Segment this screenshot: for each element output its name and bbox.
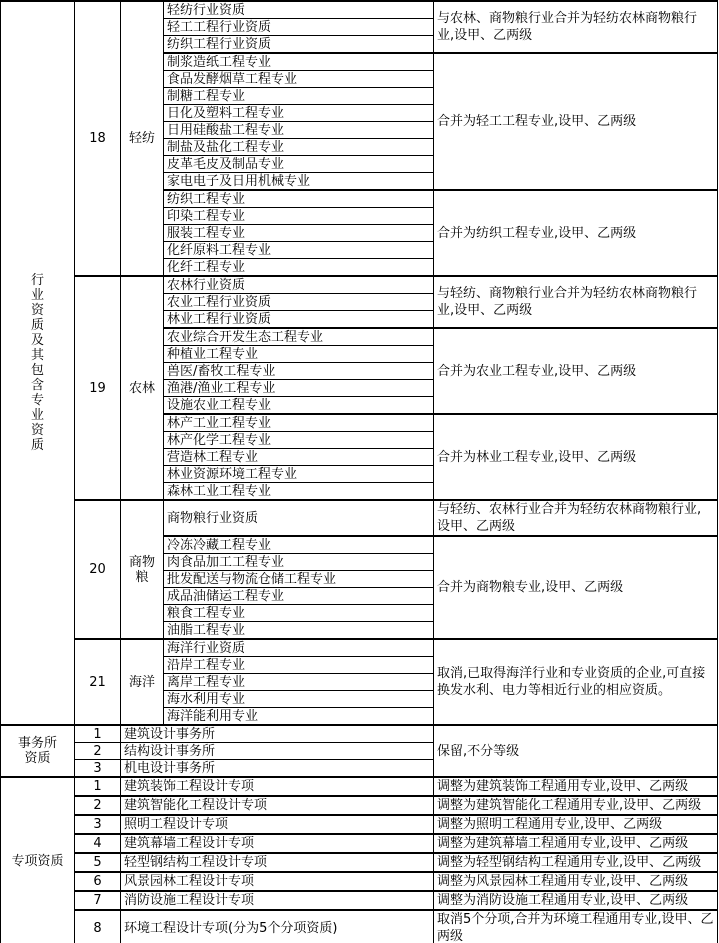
row-number-cell: 5 xyxy=(75,853,121,872)
note-cell: 取消5个分项,合并为环境工程通用专业,设甲、乙两级 xyxy=(434,910,718,943)
item-cell: 农业综合开发生态工程专业 xyxy=(164,328,434,346)
item-cell: 海水利用专业 xyxy=(164,691,434,708)
row-number-cell: 2 xyxy=(75,796,121,815)
item-cell: 渔港/渔业工程专业 xyxy=(164,380,434,397)
item-cell: 皮革毛皮及制品专业 xyxy=(164,156,434,173)
item-cell: 批发配送与物流仓储工程专业 xyxy=(164,571,434,588)
note-cell: 合并为轻工工程专业,设甲、乙两级 xyxy=(434,53,718,190)
note-cell: 与轻纺、农林行业合并为轻纺农林商物粮行业,设甲、乙两级 xyxy=(434,500,718,536)
item-cell: 纺织工程专业 xyxy=(164,190,434,208)
note-cell: 调整为消防设施工程通用专业,设甲、乙两级 xyxy=(434,891,718,910)
item-cell: 建筑智能化工程设计专项 xyxy=(121,796,434,815)
row-number-cell: 4 xyxy=(75,834,121,853)
item-cell: 兽医/畜牧工程专业 xyxy=(164,363,434,380)
item-cell: 结构设计事务所 xyxy=(121,743,434,760)
note-cell: 合并为林业工程专业,设甲、乙两级 xyxy=(434,414,718,500)
row-number-cell: 8 xyxy=(75,910,121,943)
row-number-cell: 1 xyxy=(75,777,121,796)
item-cell: 机电设计事务所 xyxy=(121,760,434,778)
item-cell: 纺织工程行业资质 xyxy=(164,36,434,54)
row-number-cell: 18 xyxy=(75,1,121,276)
item-cell: 肉食品加工工程专业 xyxy=(164,554,434,571)
item-cell: 油脂工程专业 xyxy=(164,622,434,640)
category-cell: 海洋 xyxy=(121,639,164,725)
row-number-cell: 3 xyxy=(75,815,121,834)
item-cell: 制浆造纸工程专业 xyxy=(164,53,434,71)
item-cell: 林产工业工程专业 xyxy=(164,414,434,432)
item-cell: 化纤工程专业 xyxy=(164,259,434,277)
item-cell: 森林工业工程专业 xyxy=(164,483,434,501)
item-cell: 环境工程设计专项(分为5个分项资质) xyxy=(121,910,434,943)
item-cell: 成品油储运工程专业 xyxy=(164,588,434,605)
item-cell: 粮食工程专业 xyxy=(164,605,434,622)
note-cell: 合并为商物粮专业,设甲、乙两级 xyxy=(434,536,718,639)
row-number-cell: 2 xyxy=(75,743,121,760)
row-number-cell: 6 xyxy=(75,872,121,891)
item-cell: 林产化学工程专业 xyxy=(164,432,434,449)
item-cell: 日用硅酸盐工程专业 xyxy=(164,122,434,139)
item-cell: 建筑设计事务所 xyxy=(121,725,434,743)
note-cell: 合并为农业工程专业,设甲、乙两级 xyxy=(434,328,718,414)
note-cell: 与农林、商物粮行业合并为轻纺农林商物粮行业,设甲、乙两级 xyxy=(434,1,718,53)
note-cell: 调整为轻型钢结构工程通用专业,设甲、乙两级 xyxy=(434,853,718,872)
note-cell: 调整为照明工程通用专业,设甲、乙两级 xyxy=(434,815,718,834)
item-cell: 营造林工程专业 xyxy=(164,449,434,466)
item-cell: 种植业工程专业 xyxy=(164,346,434,363)
item-cell: 建筑装饰工程设计专项 xyxy=(121,777,434,796)
row-number-cell: 1 xyxy=(75,725,121,743)
item-cell: 服装工程专业 xyxy=(164,225,434,242)
category-cell: 轻纺 xyxy=(121,1,164,276)
group-cell: 事务所 资质 xyxy=(1,725,75,777)
item-cell: 照明工程设计专项 xyxy=(121,815,434,834)
item-cell: 沿岸工程专业 xyxy=(164,657,434,674)
item-cell: 海洋行业资质 xyxy=(164,639,434,657)
note-cell: 调整为建筑智能化工程通用专业,设甲、乙两级 xyxy=(434,796,718,815)
item-cell: 制糖工程专业 xyxy=(164,88,434,105)
row-number-cell: 7 xyxy=(75,891,121,910)
note-cell: 合并为纺织工程专业,设甲、乙两级 xyxy=(434,190,718,276)
row-number-cell: 20 xyxy=(75,500,121,639)
row-number-cell: 21 xyxy=(75,639,121,725)
item-cell: 农林行业资质 xyxy=(164,276,434,294)
item-cell: 设施农业工程专业 xyxy=(164,397,434,415)
item-cell: 离岸工程专业 xyxy=(164,674,434,691)
note-cell: 与轻纺、商物粮行业合并为轻纺农林商物粮行业,设甲、乙两级 xyxy=(434,276,718,328)
item-cell: 家电电子及日用机械专业 xyxy=(164,173,434,191)
item-cell: 海洋能利用专业 xyxy=(164,708,434,726)
group-cell: 专项资质 xyxy=(1,777,75,943)
item-cell: 冷冻冷藏工程专业 xyxy=(164,536,434,554)
item-cell: 化纤原料工程专业 xyxy=(164,242,434,259)
item-cell: 日化及塑料工程专业 xyxy=(164,105,434,122)
item-cell: 商物粮行业资质 xyxy=(164,500,434,536)
item-cell: 印染工程专业 xyxy=(164,208,434,225)
row-number-cell: 3 xyxy=(75,760,121,778)
item-cell: 食品发酵烟草工程专业 xyxy=(164,71,434,88)
item-cell: 风景园林工程设计专项 xyxy=(121,872,434,891)
item-cell: 建筑幕墙工程设计专项 xyxy=(121,834,434,853)
item-cell: 轻纺行业资质 xyxy=(164,1,434,19)
item-cell: 制盐及盐化工程专业 xyxy=(164,139,434,156)
category-cell: 农林 xyxy=(121,276,164,500)
qualification-table-body xyxy=(1,1,718,943)
note-cell: 保留,不分等级 xyxy=(434,725,718,777)
item-cell: 农业工程行业资质 xyxy=(164,294,434,311)
category-cell: 商物粮 xyxy=(121,500,164,639)
item-cell: 林业资源环境工程专业 xyxy=(164,466,434,483)
item-cell: 林业工程行业资质 xyxy=(164,311,434,329)
item-cell: 消防设施工程设计专项 xyxy=(121,891,434,910)
note-cell: 调整为建筑幕墙工程通用专业,设甲、乙两级 xyxy=(434,834,718,853)
note-cell: 调整为风景园林工程通用专业,设甲、乙两级 xyxy=(434,872,718,891)
item-cell: 轻工工程行业资质 xyxy=(164,19,434,36)
note-cell: 取消,已取得海洋行业和专业资质的企业,可直接换发水利、电力等相近行业的相应资质。 xyxy=(434,639,718,725)
note-cell: 调整为建筑装饰工程通用专业,设甲、乙两级 xyxy=(434,777,718,796)
row-number-cell: 19 xyxy=(75,276,121,500)
item-cell: 轻型钢结构工程设计专项 xyxy=(121,853,434,872)
group-cell: 行 业 资 质 及 其 包 含 专 业 资 质 xyxy=(1,1,75,725)
